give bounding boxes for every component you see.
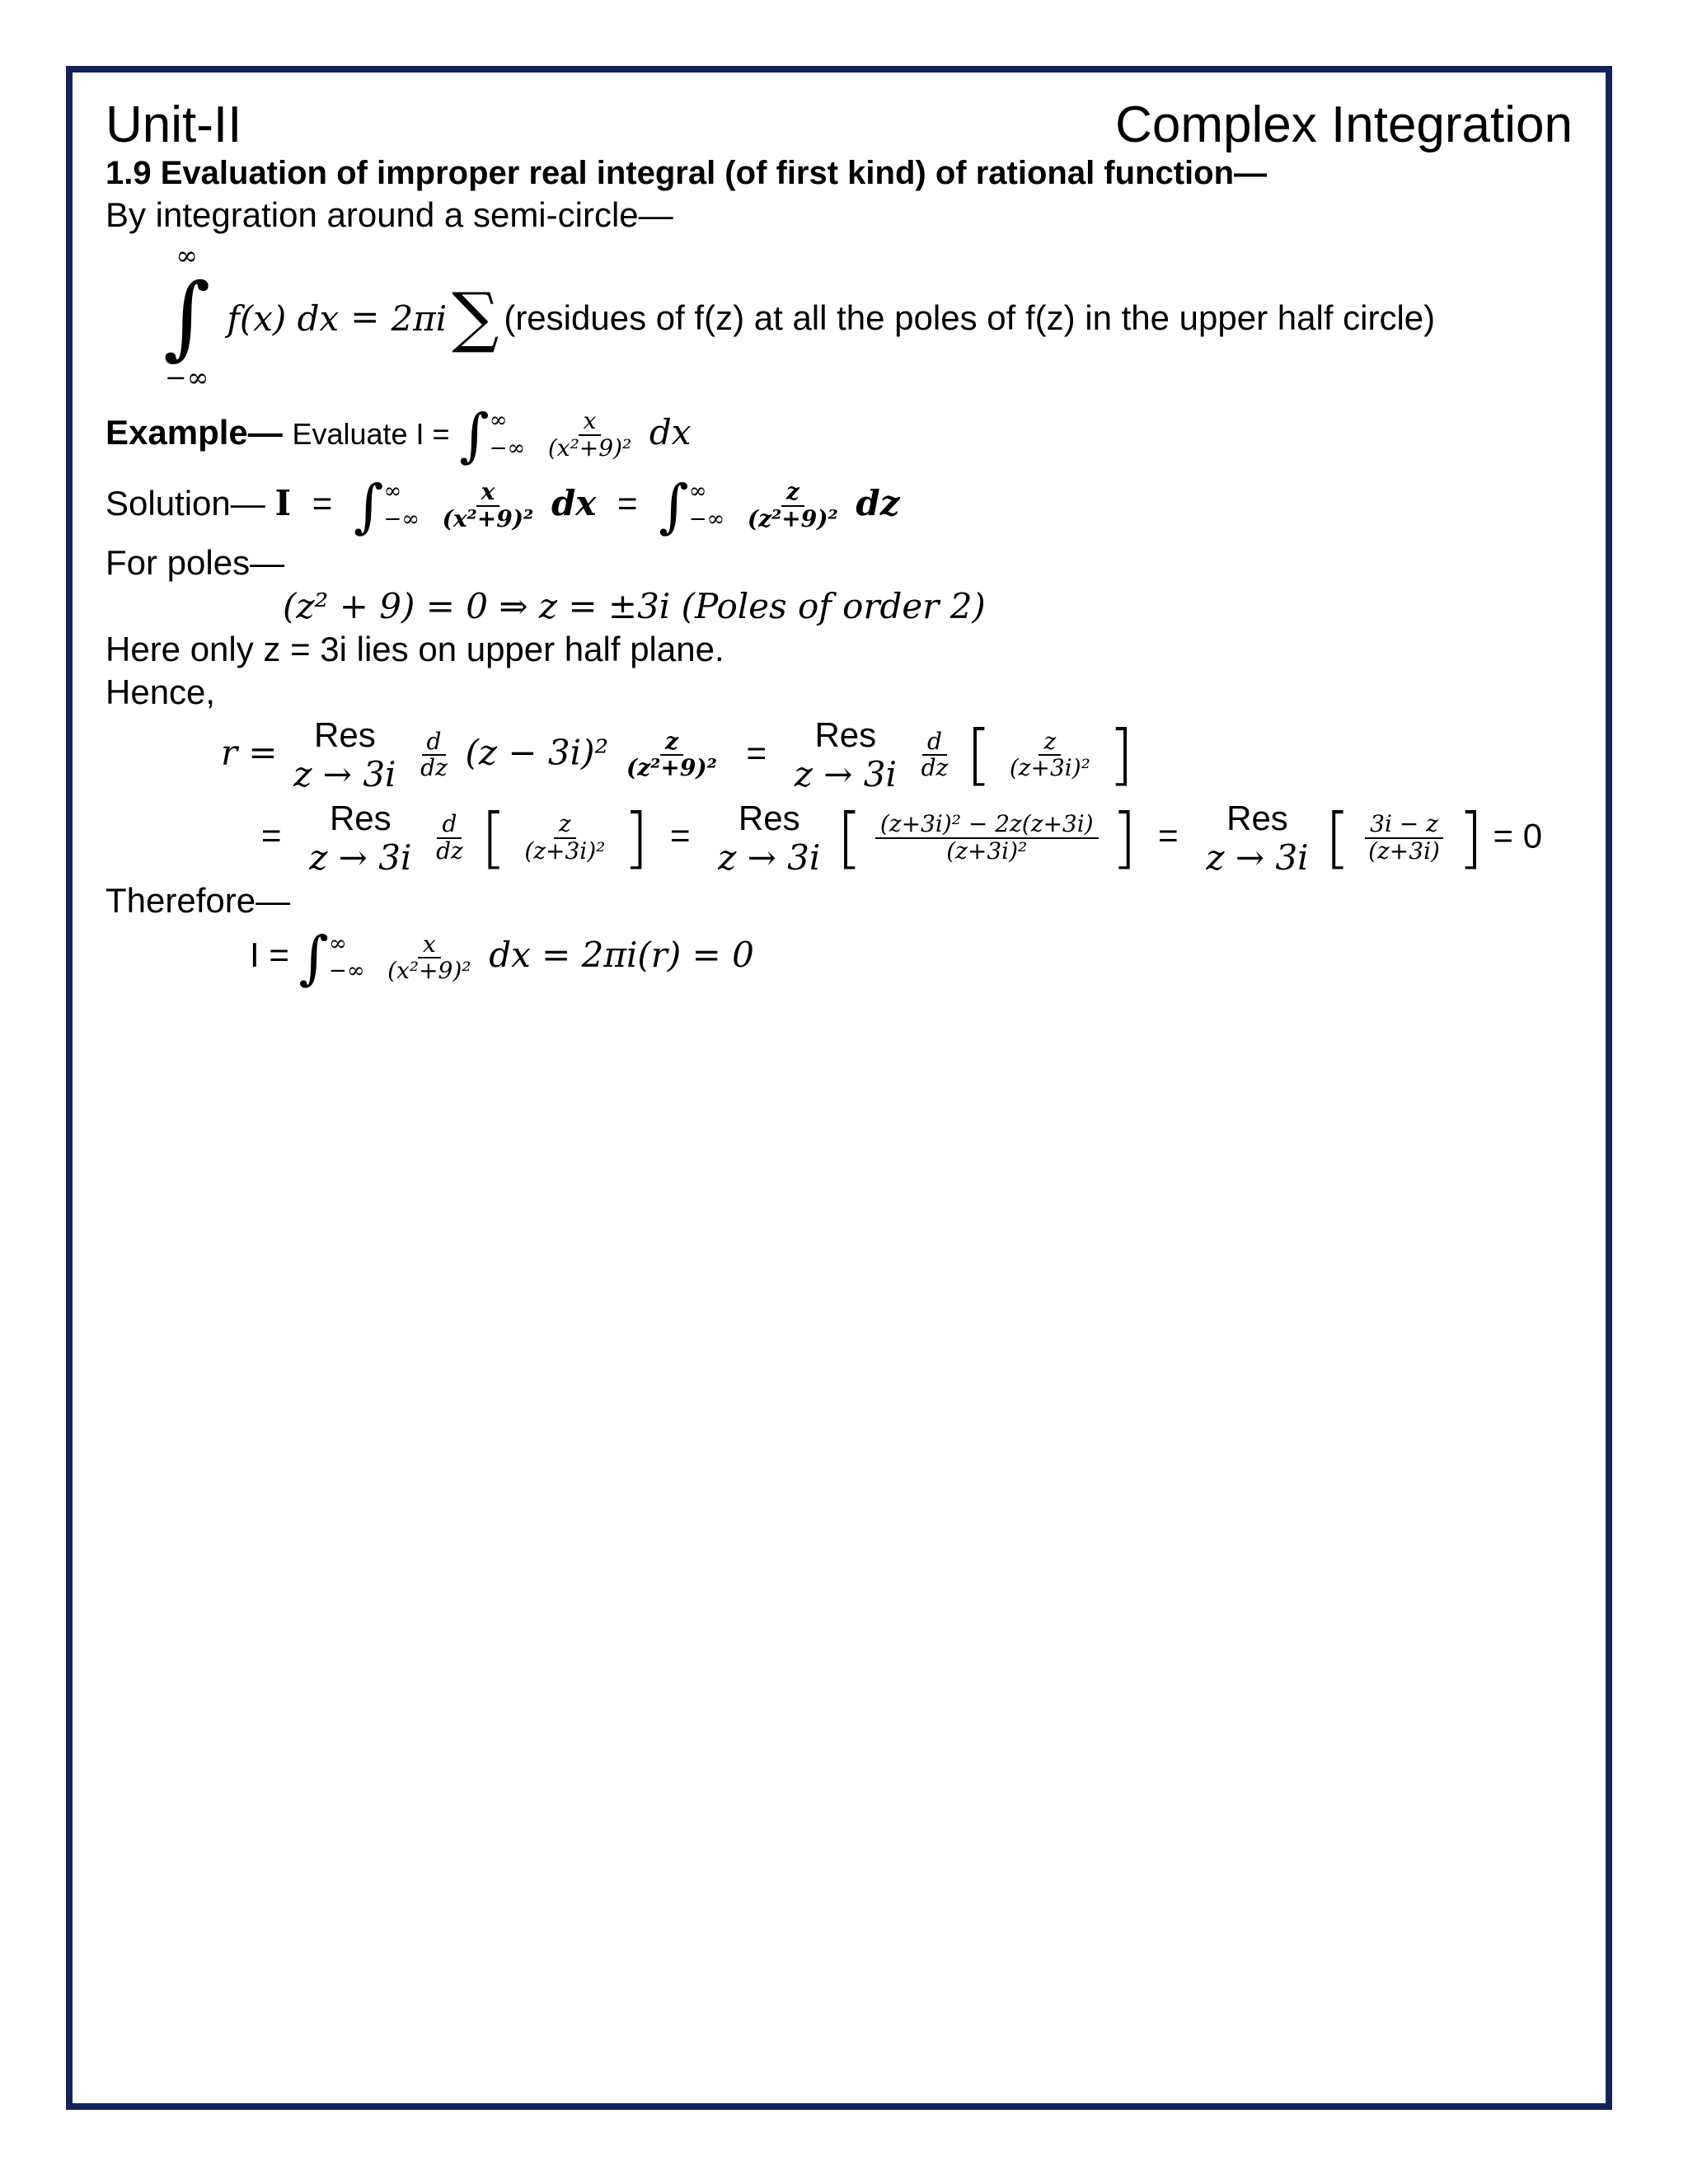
poles-label: For poles— xyxy=(106,543,285,583)
page-border xyxy=(66,66,1612,2110)
unit-label: Unit-II xyxy=(106,96,242,153)
result-zero: = 0 xyxy=(1493,816,1543,855)
intro-text: By integration around a semi-circle— xyxy=(106,195,673,235)
example-label: Example— xyxy=(106,413,283,452)
final-result: I = ∫ ∞ −∞ $\frac{x}{\text{(x²+9)²}}$ dx = 2πi(r) = 0 xyxy=(250,924,754,992)
formula-rhs: (residues of f(z) at all the poles of f(z) in the upper half circle) xyxy=(504,298,1436,338)
solution-label: Solution— xyxy=(106,484,265,523)
residue-step-1: r = Res z → 3i $\frac{d}{dz}$ (z − 3i)² $\frac{z}{\text{(z²+9)²}}$ = Res z → 3i $\frac{d}{dz}$ [ $\frac{z}{\text{(z+3i)²}}$ ] xyxy=(221,715,1134,795)
upper-plane-text: Here only z = 3i lies on upper half plane. xyxy=(106,630,724,669)
hence-label: Hence, xyxy=(106,673,216,712)
res-operator: Res z → 3i xyxy=(293,715,396,795)
integral-sign: ∞ ∫ −∞ xyxy=(163,240,211,394)
therefore-label: Therefore— xyxy=(106,881,291,921)
formula-equals: = xyxy=(350,296,380,337)
formula-coef: 2πi xyxy=(391,298,448,339)
sigma-symbol: ∑ xyxy=(452,278,499,355)
page-content xyxy=(106,97,1573,991)
poles-equation: (z² + 9) = 0 ⇒ z = ±3i (Poles of order 2) xyxy=(283,586,986,627)
example-text: Evaluate I = xyxy=(292,417,450,452)
solution-line: Solution— I = ∫ ∞ −∞ $\frac{x}{\text{(x²+9)²}}$ dx = ∫ ∞ −∞ $\frac{z}{\text{(z²+9)²}}$ dz xyxy=(106,472,900,541)
section-title: 1.9 Evaluation of improper real integral (of first kind) of rational function— xyxy=(106,155,1268,192)
topic-label: Complex Integration xyxy=(1115,96,1573,153)
header xyxy=(106,97,1573,153)
main-formula xyxy=(163,240,1573,393)
formula-lhs: f(x) dx xyxy=(227,298,340,339)
residue-step-2: = Res z → 3i $\frac{d}{dz}$ [ $\frac{z}{\text{(z+3i)²}}$ ] = Res z → 3i [ $\frac{\text{(z+3i)² − 2z(z+3i)}}{\text{(z+3i)²}}$ ] = Res z → 3i [ $\frac{3i - z}{(z+3i)}$ ] = 0 xyxy=(261,798,1543,879)
example-line: Example— Evaluate I = ∫ ∞ −∞ $\frac{x}{\text{(x²+9)²}}$ dx xyxy=(106,401,692,470)
example-dx: dx xyxy=(649,412,692,453)
example-fraction: $\frac{x}{\text{(x²+9)²}}$ xyxy=(547,407,632,462)
solution-var: I xyxy=(274,483,292,524)
solution-fraction-z: $\frac{z}{\text{(z²+9)²}}$ xyxy=(747,478,838,533)
solution-fraction-x: $\frac{x}{\text{(x²+9)²}}$ xyxy=(442,478,534,533)
